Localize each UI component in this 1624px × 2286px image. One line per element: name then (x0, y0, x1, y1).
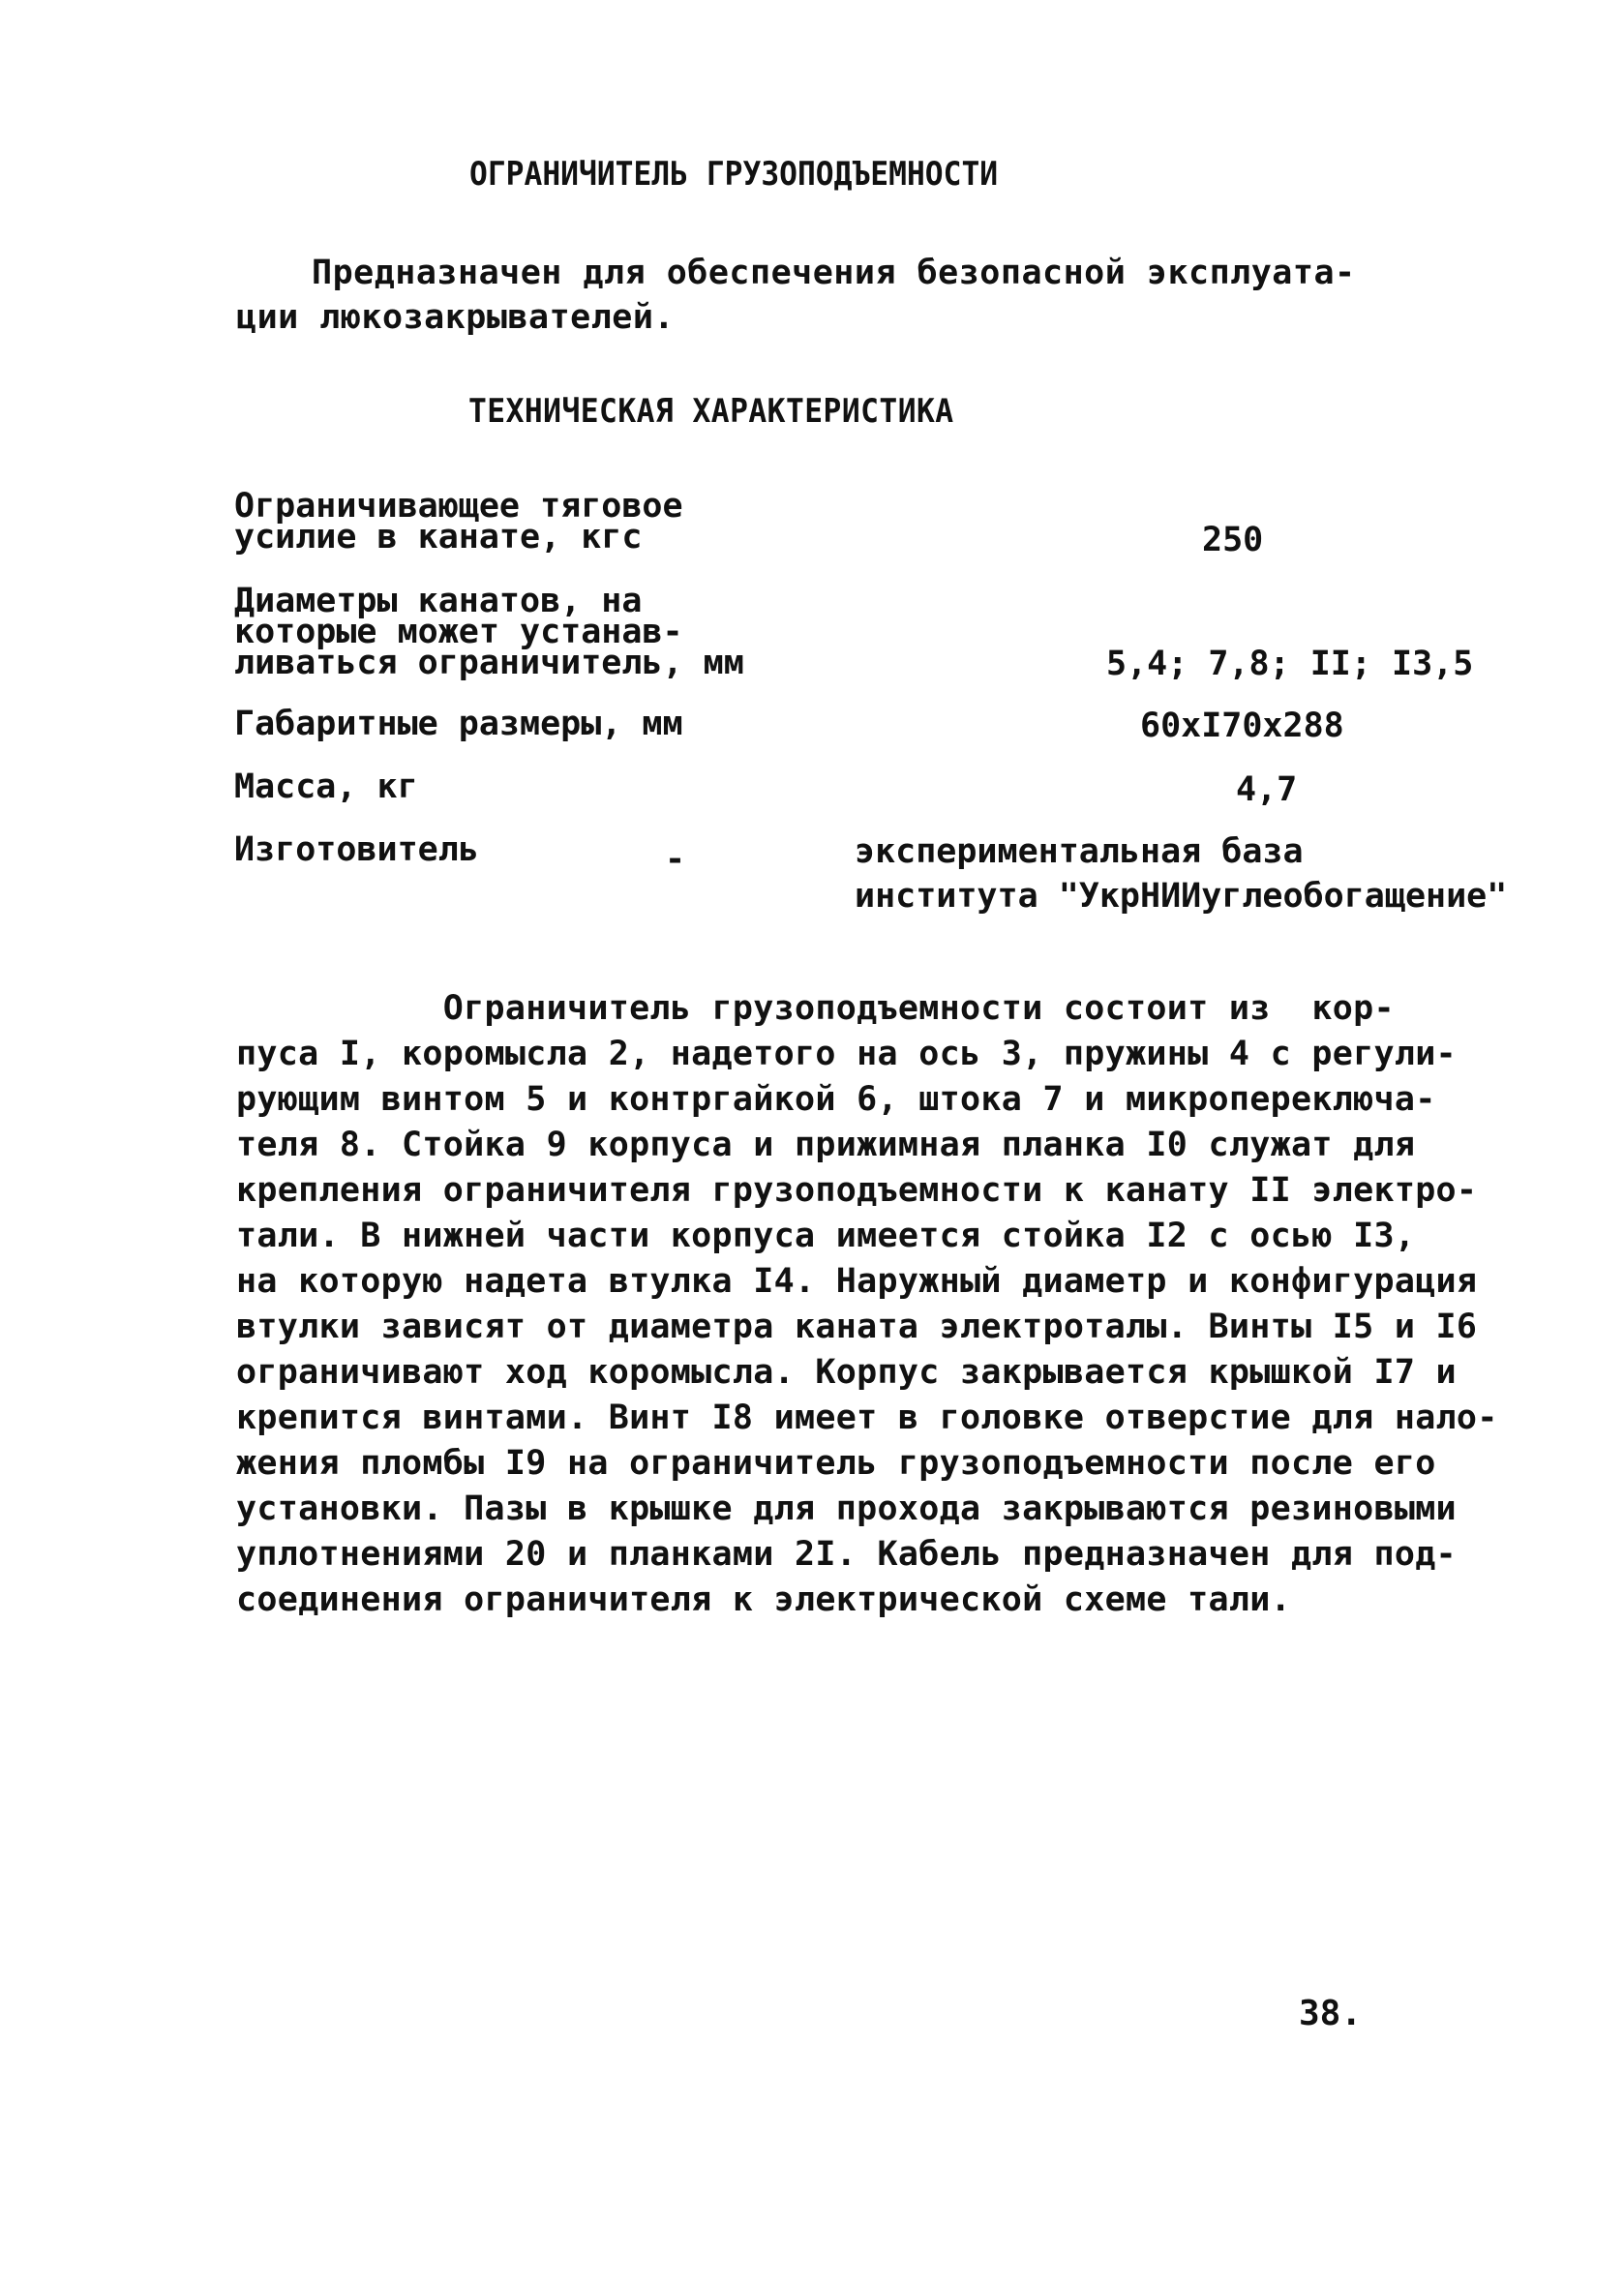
spec-label-mass: Масса, кг (234, 767, 418, 806)
description-line: теля 8. Стойка 9 корпуса и прижимная планка I0 служат для (236, 1126, 1416, 1164)
spec-value-diameters: 5,4; 7,8; II; I3,5 (1106, 645, 1474, 683)
spec-value-mass: 4,7 (1236, 770, 1298, 809)
document-title: ОГРАНИЧИТЕЛЬ ГРУЗОПОДЪЕМНОСТИ (469, 155, 999, 194)
description-line: ограничивают ход коромысла. Корпус закрывается крышкой I7 и (236, 1353, 1457, 1392)
description-line: крепится винтами. Винт I8 имеет в головке отверстие для нало- (236, 1399, 1498, 1437)
description-line: тали. В нижней части корпуса имеется стойка I2 с осью I3, (236, 1217, 1416, 1255)
description-line: крепления ограничителя грузоподъемности к канату II электро- (236, 1171, 1478, 1210)
specs-title: ТЕХНИЧЕСКАЯ ХАРАКТЕРИСТИКА (468, 392, 954, 431)
spec-label-force: Ограничивающее тяговое усилие в канате, кгс (234, 487, 683, 556)
spec-label-dimensions: Габаритные размеры, мм (234, 705, 683, 743)
description-line: уплотнениями 20 и планками 2I. Кабель предназначен для под- (236, 1535, 1457, 1574)
spec-value-manufacturer-2: института "УкрНИИуглеобогащение" (855, 877, 1508, 916)
description-line: соединения ограничителя к электрической схеме тали. (236, 1580, 1291, 1619)
spec-dash: - (665, 840, 686, 879)
description-line: установки. Пазы в крышке для прохода закрываются резиновыми (236, 1489, 1457, 1528)
description-line: втулки зависят от диаметра каната электроталы. Винты I5 и I6 (236, 1308, 1478, 1346)
description-line: пуса I, коромысла 2, надетого на ось 3, пружины 4 с регули- (236, 1035, 1457, 1073)
description-line: жения пломбы I9 на ограничитель грузоподъемности после его (236, 1444, 1436, 1483)
spec-value-dimensions: 60xI70x288 (1140, 707, 1344, 745)
description-line: на которую надета втулка I4. Наружный диаметр и конфигурация (236, 1262, 1478, 1301)
intro-line-1: Предназначен для обеспечения безопасной эксплуата- (312, 254, 1356, 292)
page-number: 38. (1299, 1994, 1363, 2033)
spec-value-manufacturer-1: экспериментальная база (855, 832, 1304, 871)
spec-value-force: 250 (1202, 521, 1264, 559)
description-line: Ограничитель грузоподъемности состоит из кор- (236, 989, 1395, 1028)
spec-label-manufacturer: Изготовитель (234, 830, 479, 869)
spec-label-diameters: Диаметры канатов, на которые может устанав- ливаться ограничитель, мм (234, 582, 744, 682)
intro-line-2: ции люкозакрывателей. (236, 298, 676, 337)
description-line: рующим винтом 5 и контргайкой 6, штока 7 и микропереключа- (236, 1080, 1436, 1119)
